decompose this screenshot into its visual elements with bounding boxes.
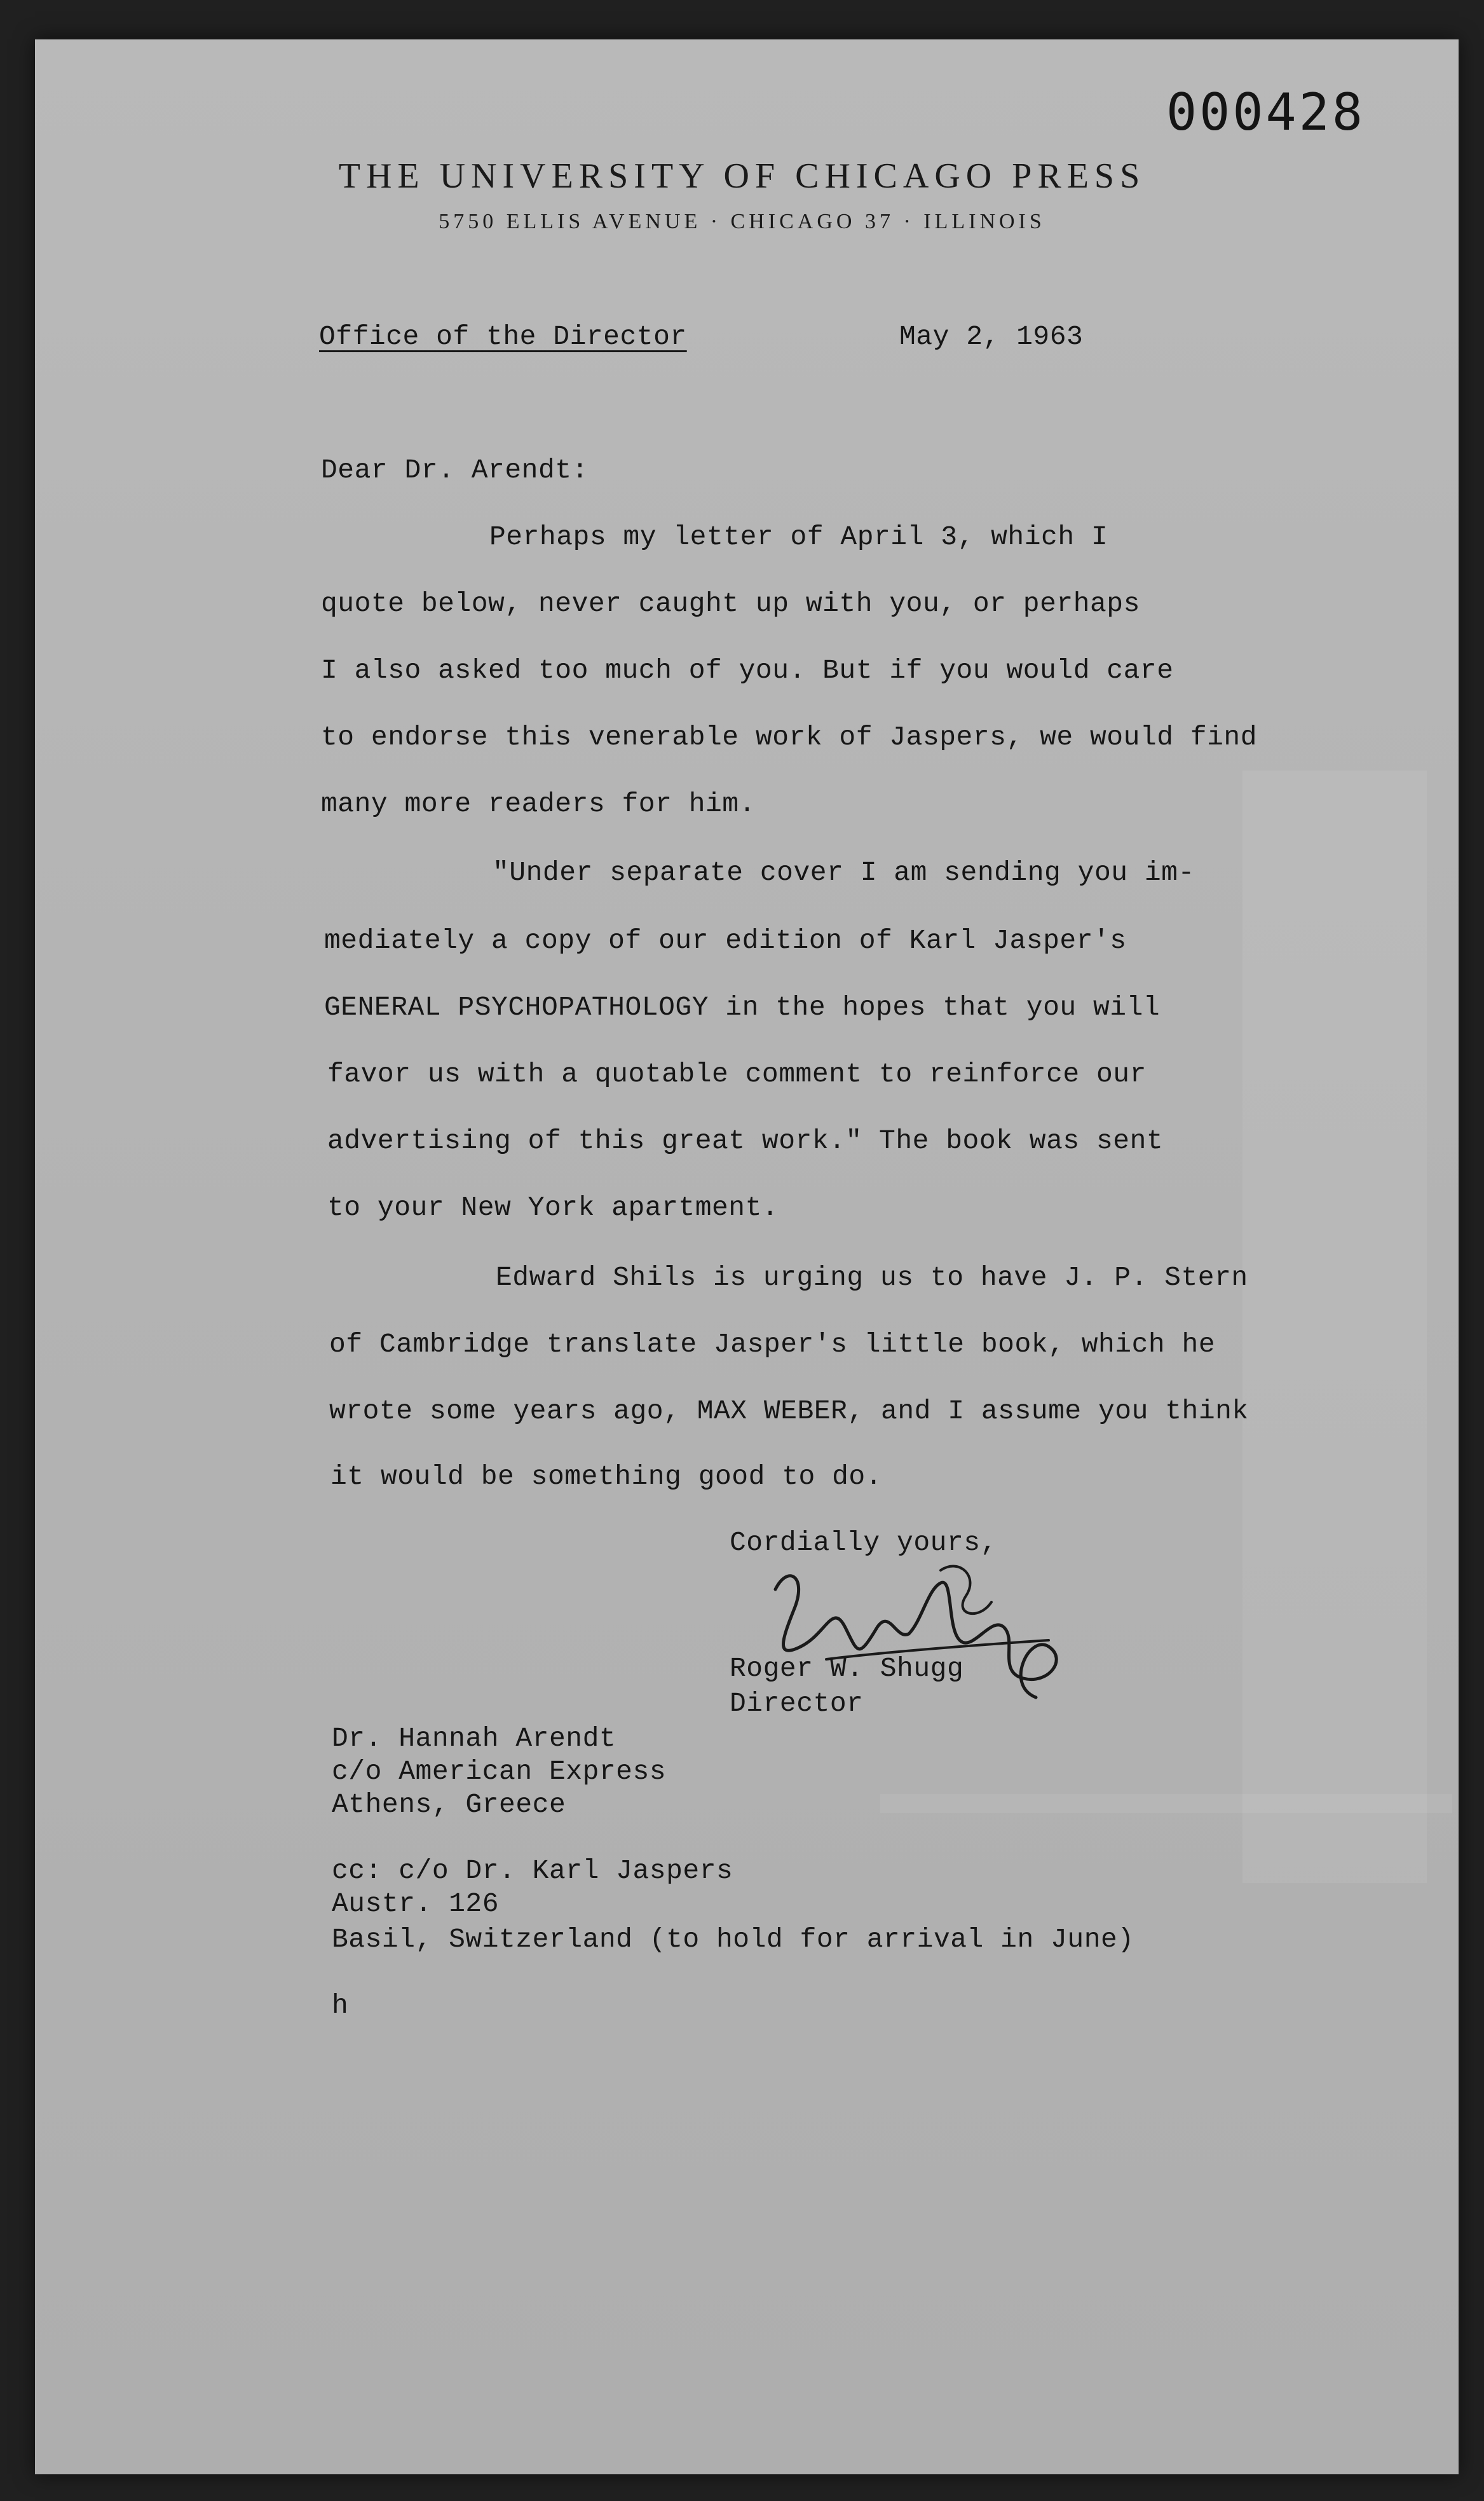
show-through-envelope [1242,771,1427,1883]
closing: Cordially yours, [730,1527,997,1558]
office-line: Office of the Director [319,321,687,352]
body-line: "Under separate cover I am sending you im- [493,857,1195,888]
body-line: advertising of this great work." The book was sent [327,1125,1164,1156]
body-line: it would be something good to do. [330,1461,883,1492]
body-line: to your New York apartment. [327,1192,779,1223]
body-line: Perhaps my letter of April 3, which I [489,521,1108,552]
cc-line: Austr. 126 [332,1888,500,1919]
cc-line: Basil, Switzerland (to hold for arrival in June) [332,1924,1134,1955]
recipient-line: Dr. Hannah Arendt [332,1723,616,1754]
letter-page [35,39,1459,2474]
date-line: May 2, 1963 [899,321,1084,352]
recipient-line: Athens, Greece [332,1789,566,1820]
recipient-line: c/o American Express [332,1756,667,1787]
body-line: mediately a copy of our edition of Karl Jasper's [324,925,1127,956]
cc-line: cc: c/o Dr. Karl Jaspers [332,1855,733,1886]
letterhead-address: 5750 ELLIS AVENUE · CHICAGO 37 · ILLINOIS [439,210,1045,233]
letterhead-name: THE UNIVERSITY OF CHICAGO PRESS [338,156,1146,196]
show-through-stripe [880,1794,1452,1813]
body-line: Edward Shils is urging us to have J. P. Stern [496,1262,1248,1293]
salutation: Dear Dr. Arendt: [321,455,589,486]
body-line: to endorse this venerable work of Jaspers, we would find [321,722,1258,753]
typist-initials: h [332,1990,349,2021]
signer-title: Director [730,1688,864,1719]
body-line: many more readers for him. [321,788,756,819]
body-line: GENERAL PSYCHOPATHOLOGY in the hopes that you will [324,992,1161,1023]
body-line: of Cambridge translate Jasper's little book, which he [329,1329,1216,1360]
body-line: favor us with a quotable comment to reinforce our [327,1059,1147,1090]
serial-number: 000428 [1166,83,1365,142]
body-line: I also asked too much of you. But if you would care [321,655,1174,686]
signer-name: Roger W. Shugg [730,1653,964,1684]
body-line: wrote some years ago, MAX WEBER, and I assume you think [329,1395,1249,1427]
body-line: quote below, never caught up with you, or perhaps [321,588,1140,619]
